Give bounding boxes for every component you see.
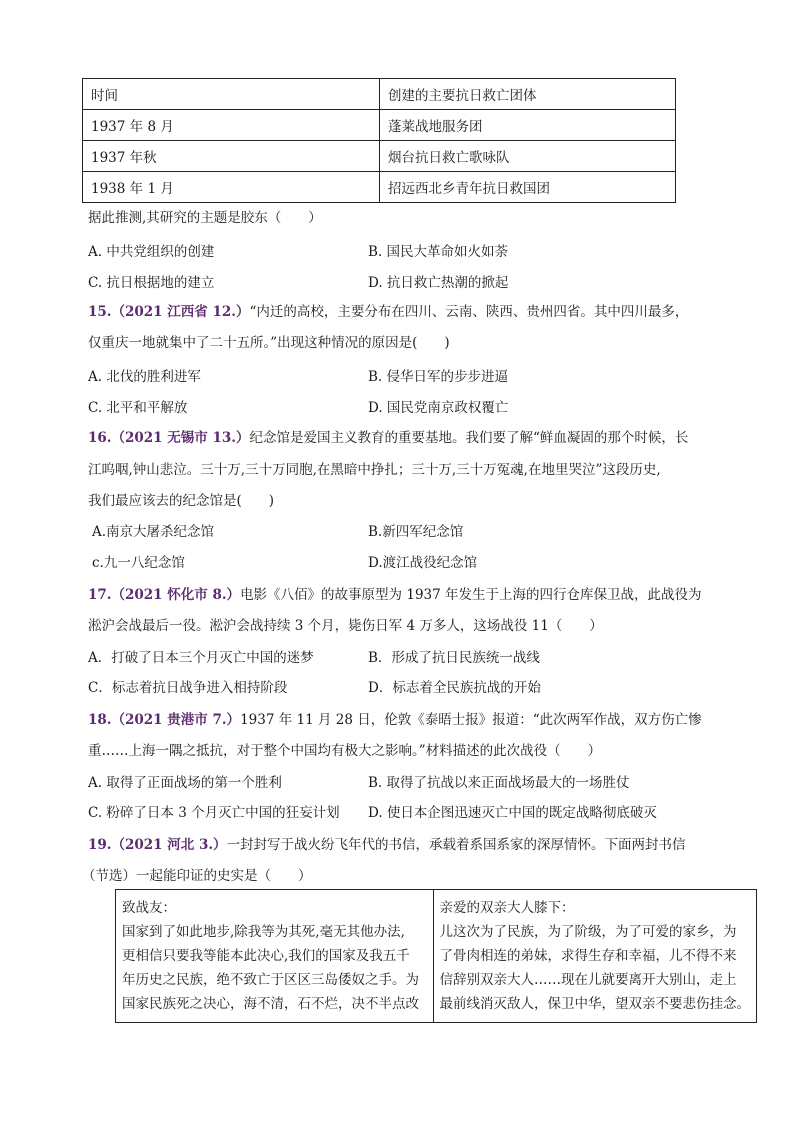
- history-table: [82, 78, 676, 203]
- q17-option-c: C．标志着抗日战争进入相持阶段: [88, 680, 288, 696]
- letter-right-line: 最前线消灭敌人，保卫中华，望双亲不要悲伤挂念。: [439, 996, 750, 1012]
- table-cell: 1937 年秋: [83, 141, 380, 172]
- q16-line1: [88, 428, 688, 448]
- q18-line1: [88, 710, 702, 730]
- q16-option-c: c.九一八纪念馆: [92, 555, 185, 571]
- q15-text: “内迁的高校，主要分布在四川、云南、陕西、贵州四省。其中四川最多，: [249, 304, 689, 320]
- letter-left: [116, 890, 434, 1023]
- q15-line1: [88, 302, 688, 322]
- q16-option-b: B.新四军纪念馆: [368, 524, 464, 540]
- q17-number: 17.（2021 怀化市 8.）: [88, 587, 241, 603]
- q18-option-a: A. 取得了正面战场的第一个胜利: [88, 775, 282, 791]
- letter-left-line: 年历史之民族，绝不致亡于区区三岛倭奴之手。为: [122, 972, 419, 988]
- table-header-cell: 时间: [83, 79, 380, 110]
- letter-right-line: 信辞别双亲大人……现在儿就要离开大别山，走上: [439, 972, 737, 988]
- q18-line2: 重……上海一隅之抵抗，对于整个中国均有极大之影响。”材料描述的此次战役（ ）: [88, 743, 602, 759]
- q14-option-b: B. 国民大革命如火如荼: [368, 244, 509, 260]
- q16-option-d: D.渡江战役纪念馆: [368, 555, 478, 571]
- q17-option-a: A．打破了日本三个月灭亡中国的迷梦: [88, 650, 314, 666]
- letter-right-line: 了骨肉相连的弟妹，求得生存和幸福，儿不得不来: [439, 948, 737, 964]
- q16-line2: 江呜咽,钟山悲泣。三十万,三十万同胞,在黑暗中挣扎；三十万,三十万冤魂,在地里哭泣”这段历史,: [88, 462, 661, 478]
- letters-table: [115, 889, 757, 1023]
- q15-option-c: C. 北平和平解放: [88, 400, 188, 416]
- letter-right-line: 亲爱的双亲大人膝下：: [439, 900, 575, 916]
- q14-option-d: D. 抗日救亡热潮的掀起: [368, 275, 509, 291]
- table-header-row: [83, 79, 676, 110]
- letter-left-line: 国家到了如此地步,除我等为其死,毫无其他办法,: [122, 924, 405, 940]
- q15-option-a: A. 北伐的胜利进军: [88, 369, 201, 385]
- table-cell: 1937 年 8 月: [83, 110, 380, 141]
- table-row: [116, 890, 757, 1023]
- letter-right: [433, 890, 757, 1023]
- q16-option-a: A.南京大屠杀纪念馆: [92, 524, 215, 540]
- table-row: [83, 172, 676, 203]
- table-cell: 蓬莱战地服务团: [380, 110, 676, 141]
- q18-option-b: B. 取得了抗战以来正面战场最大的一场胜仗: [368, 775, 630, 791]
- q18-text: 1937 年 11 月 28 日，伦敦《泰晤士报》报道：“此次两军作战，双方伤亡惨: [240, 712, 702, 728]
- q18-number: 18.（2021 贵港市 7.）: [88, 712, 241, 728]
- q15-option-d: D. 国民党南京政权覆亡: [368, 400, 509, 416]
- table-cell: 烟台抗日救亡歌咏队: [380, 141, 676, 172]
- q16-number: 16.（2021 无锡市 13.）: [88, 430, 250, 446]
- q19-line1: [88, 835, 686, 855]
- q17-option-b: B．形成了抗日民族统一战线: [368, 650, 540, 666]
- q18-option-c: C. 粉碎了日本 3 个月灭亡中国的狂妄计划: [88, 805, 340, 821]
- letter-left-line: 更相信只要我等能本此决心,我们的国家及我五千: [122, 948, 410, 964]
- q17-text: 电影《八佰》的故事原型为 1937 年发生于上海的四行仓库保卫战，此战役为: [240, 587, 702, 603]
- q16-line3: 我们最应该去的纪念馆是( ): [88, 493, 275, 509]
- q17-line1: [88, 585, 702, 605]
- q15-line2: 仅重庆一地就集中了二十五所。”出现这种情况的原因是( ): [88, 335, 450, 351]
- q17-option-d: D．标志着全民族抗战的开始: [368, 680, 541, 696]
- table-cell: 招远西北乡青年抗日救国团: [380, 172, 676, 203]
- table-row: [83, 110, 676, 141]
- table-row: [83, 141, 676, 172]
- q14-option-c: C. 抗日根据地的建立: [88, 275, 215, 291]
- q18-option-d: D. 使日本企图迅速灭亡中国的既定战略彻底破灭: [368, 805, 657, 821]
- q19-number: 19.（2021 河北 3.）: [88, 837, 227, 853]
- table-header-cell: 创建的主要抗日救亡团体: [380, 79, 676, 110]
- letter-left-line: 国家民族死之决心，海不清，石不烂，决不半点改: [122, 996, 419, 1012]
- table-cell: 1938 年 1 月: [83, 172, 380, 203]
- q19-text: 一封封写于战火纷飞年代的书信，承载着系国系家的深厚情怀。下面两封书信: [226, 837, 686, 853]
- q14-stem: 据此推测,其研究的主题是胶东（ ）: [88, 210, 322, 226]
- q16-text: 纪念馆是爱国主义教育的重要基地。我们要了解“鲜血凝固的那个时候，长: [249, 430, 689, 446]
- q14-option-a: A. 中共党组织的创建: [88, 244, 215, 260]
- q15-option-b: B. 侵华日军的步步进逼: [368, 369, 509, 385]
- q19-line2: （节选）一起能印证的史实是（ ）: [82, 868, 312, 884]
- q15-number: 15.（2021 江西省 12.）: [88, 304, 250, 320]
- q17-line2: 淞沪会战最后一役。淞沪会战持续 3 个月，毙伤日军 4 万多人，这场战役 11（ ）: [88, 618, 603, 634]
- letter-left-line: 致战友：: [122, 900, 176, 916]
- letter-right-line: 儿这次为了民族，为了阶级，为了可爱的家乡，为: [439, 924, 737, 940]
